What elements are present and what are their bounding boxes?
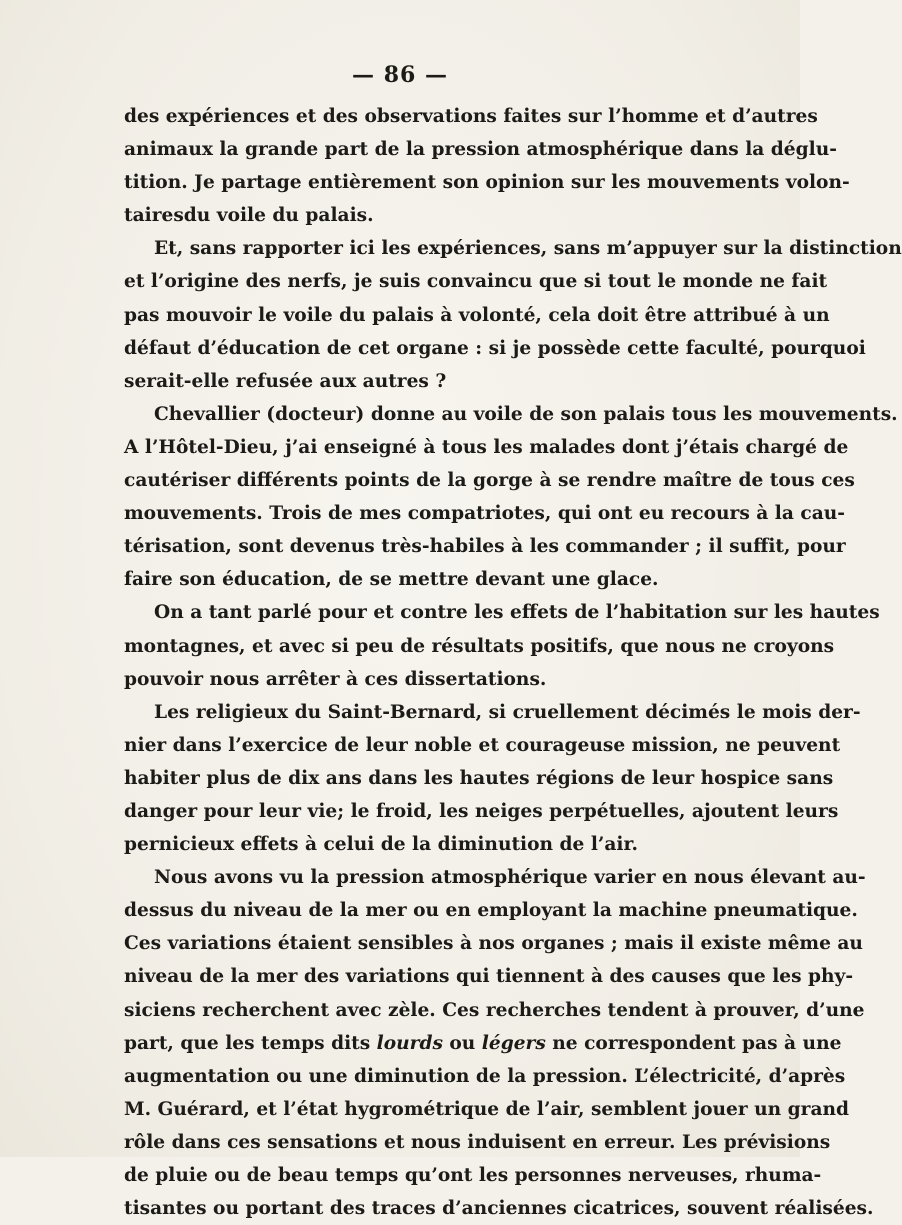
text-line: pernicieux effets à celui de la diminution de l’air. — [124, 834, 639, 856]
text-line: habiter plus de dix ans dans les hautes régions de leur hospice sans — [124, 767, 834, 789]
text-line: pas mouvoir le voile du palais à volonté, cela doit être attribué à un — [124, 304, 830, 326]
text-line: niveau de la mer des variations qui tiennent à des causes que les phy- — [124, 966, 854, 988]
text-line: montagnes, et avec si peu de résultats positifs, que nous ne croyons — [124, 635, 835, 657]
text-line: Les religieux du Saint-Bernard, si cruellement décimés le mois der- — [154, 701, 861, 723]
text-line: part, que les temps dits lourds ou légers ne correspondent pas à une — [124, 1032, 842, 1054]
text-line: augmentation ou une diminution de la pression. L’électricité, d’après — [124, 1065, 846, 1087]
text-line: tairesdu voile du palais. — [124, 205, 374, 227]
text-line: et l’origine des nerfs, je suis convaincu que si tout le monde ne fait — [124, 271, 828, 293]
text-line: des expériences et des observations faites sur l’homme et d’autres — [124, 106, 818, 127]
text-line: Ces variations étaient sensibles à nos organes ; mais il existe même au — [124, 933, 863, 955]
text-line: dessus du niveau de la mer ou en employant la machine pneumatique. — [124, 900, 858, 922]
text-line: de pluie ou de beau temps qu’ont les personnes nerveuses, rhuma- — [124, 1165, 822, 1186]
text-line: térisation, sont devenus très-habiles à les commander ; il suffit, pour — [124, 536, 846, 558]
text-line: tition. Je partage entièrement son opinion sur les mouvements volon- — [124, 172, 850, 194]
text-line: rôle dans ces sensations et nous induisent en erreur. Les prévisions — [124, 1131, 831, 1153]
text-line: pouvoir nous arrêter à ces dissertations. — [124, 668, 547, 690]
text-line: Chevallier (docteur) donne au voile de son palais tous les mouvements. — [154, 403, 898, 425]
italic-word: légers — [481, 1032, 546, 1054]
text-line: tisantes ou portant des traces d’anciennes cicatrices, souvent réalisées. — [124, 1198, 874, 1220]
text-line: A l’Hôtel-Dieu, j’ai enseigné à tous les malades dont j’étais chargé de — [124, 436, 849, 458]
text-line: mouvements. Trois de mes compatriotes, qui ont eu recours à la cau- — [124, 503, 845, 525]
text-line: défaut d’éducation de cet organe : si je possède cette faculté, pourquoi — [124, 337, 866, 359]
text-line: cautériser différents points de la gorge à se rendre maître de tous ces — [124, 470, 855, 492]
text-line: animaux la grande part de la pression atmosphérique dans la déglu- — [124, 139, 837, 161]
text-line: siciens recherchent avec zèle. Ces recherches tendent à prouver, d’une — [124, 999, 865, 1021]
body-text — [124, 100, 902, 1225]
text-line: nier dans l’exercice de leur noble et courageuse mission, ne peuvent — [124, 734, 841, 756]
page-number: — 86 — — [352, 62, 448, 88]
text-line: On a tant parlé pour et contre les effets de l’habitation sur les hautes — [154, 602, 880, 624]
text-line: Nous avons vu la pression atmosphérique varier en nous élevant au- — [154, 867, 866, 889]
text-line: faire son éducation, de se mettre devant une glace. — [124, 569, 659, 591]
text-line: danger pour leur vie; le froid, les neiges perpétuelles, ajoutent leurs — [124, 800, 839, 822]
text-line: Et, sans rapporter ici les expériences, sans m’appuyer sur la distinction — [154, 238, 902, 260]
text-line: serait-elle refusée aux autres ? — [124, 370, 447, 392]
text-line: M. Guérard, et l’état hygrométrique de l’air, semblent jouer un grand — [124, 1098, 850, 1120]
italic-word: lourds — [376, 1032, 443, 1054]
